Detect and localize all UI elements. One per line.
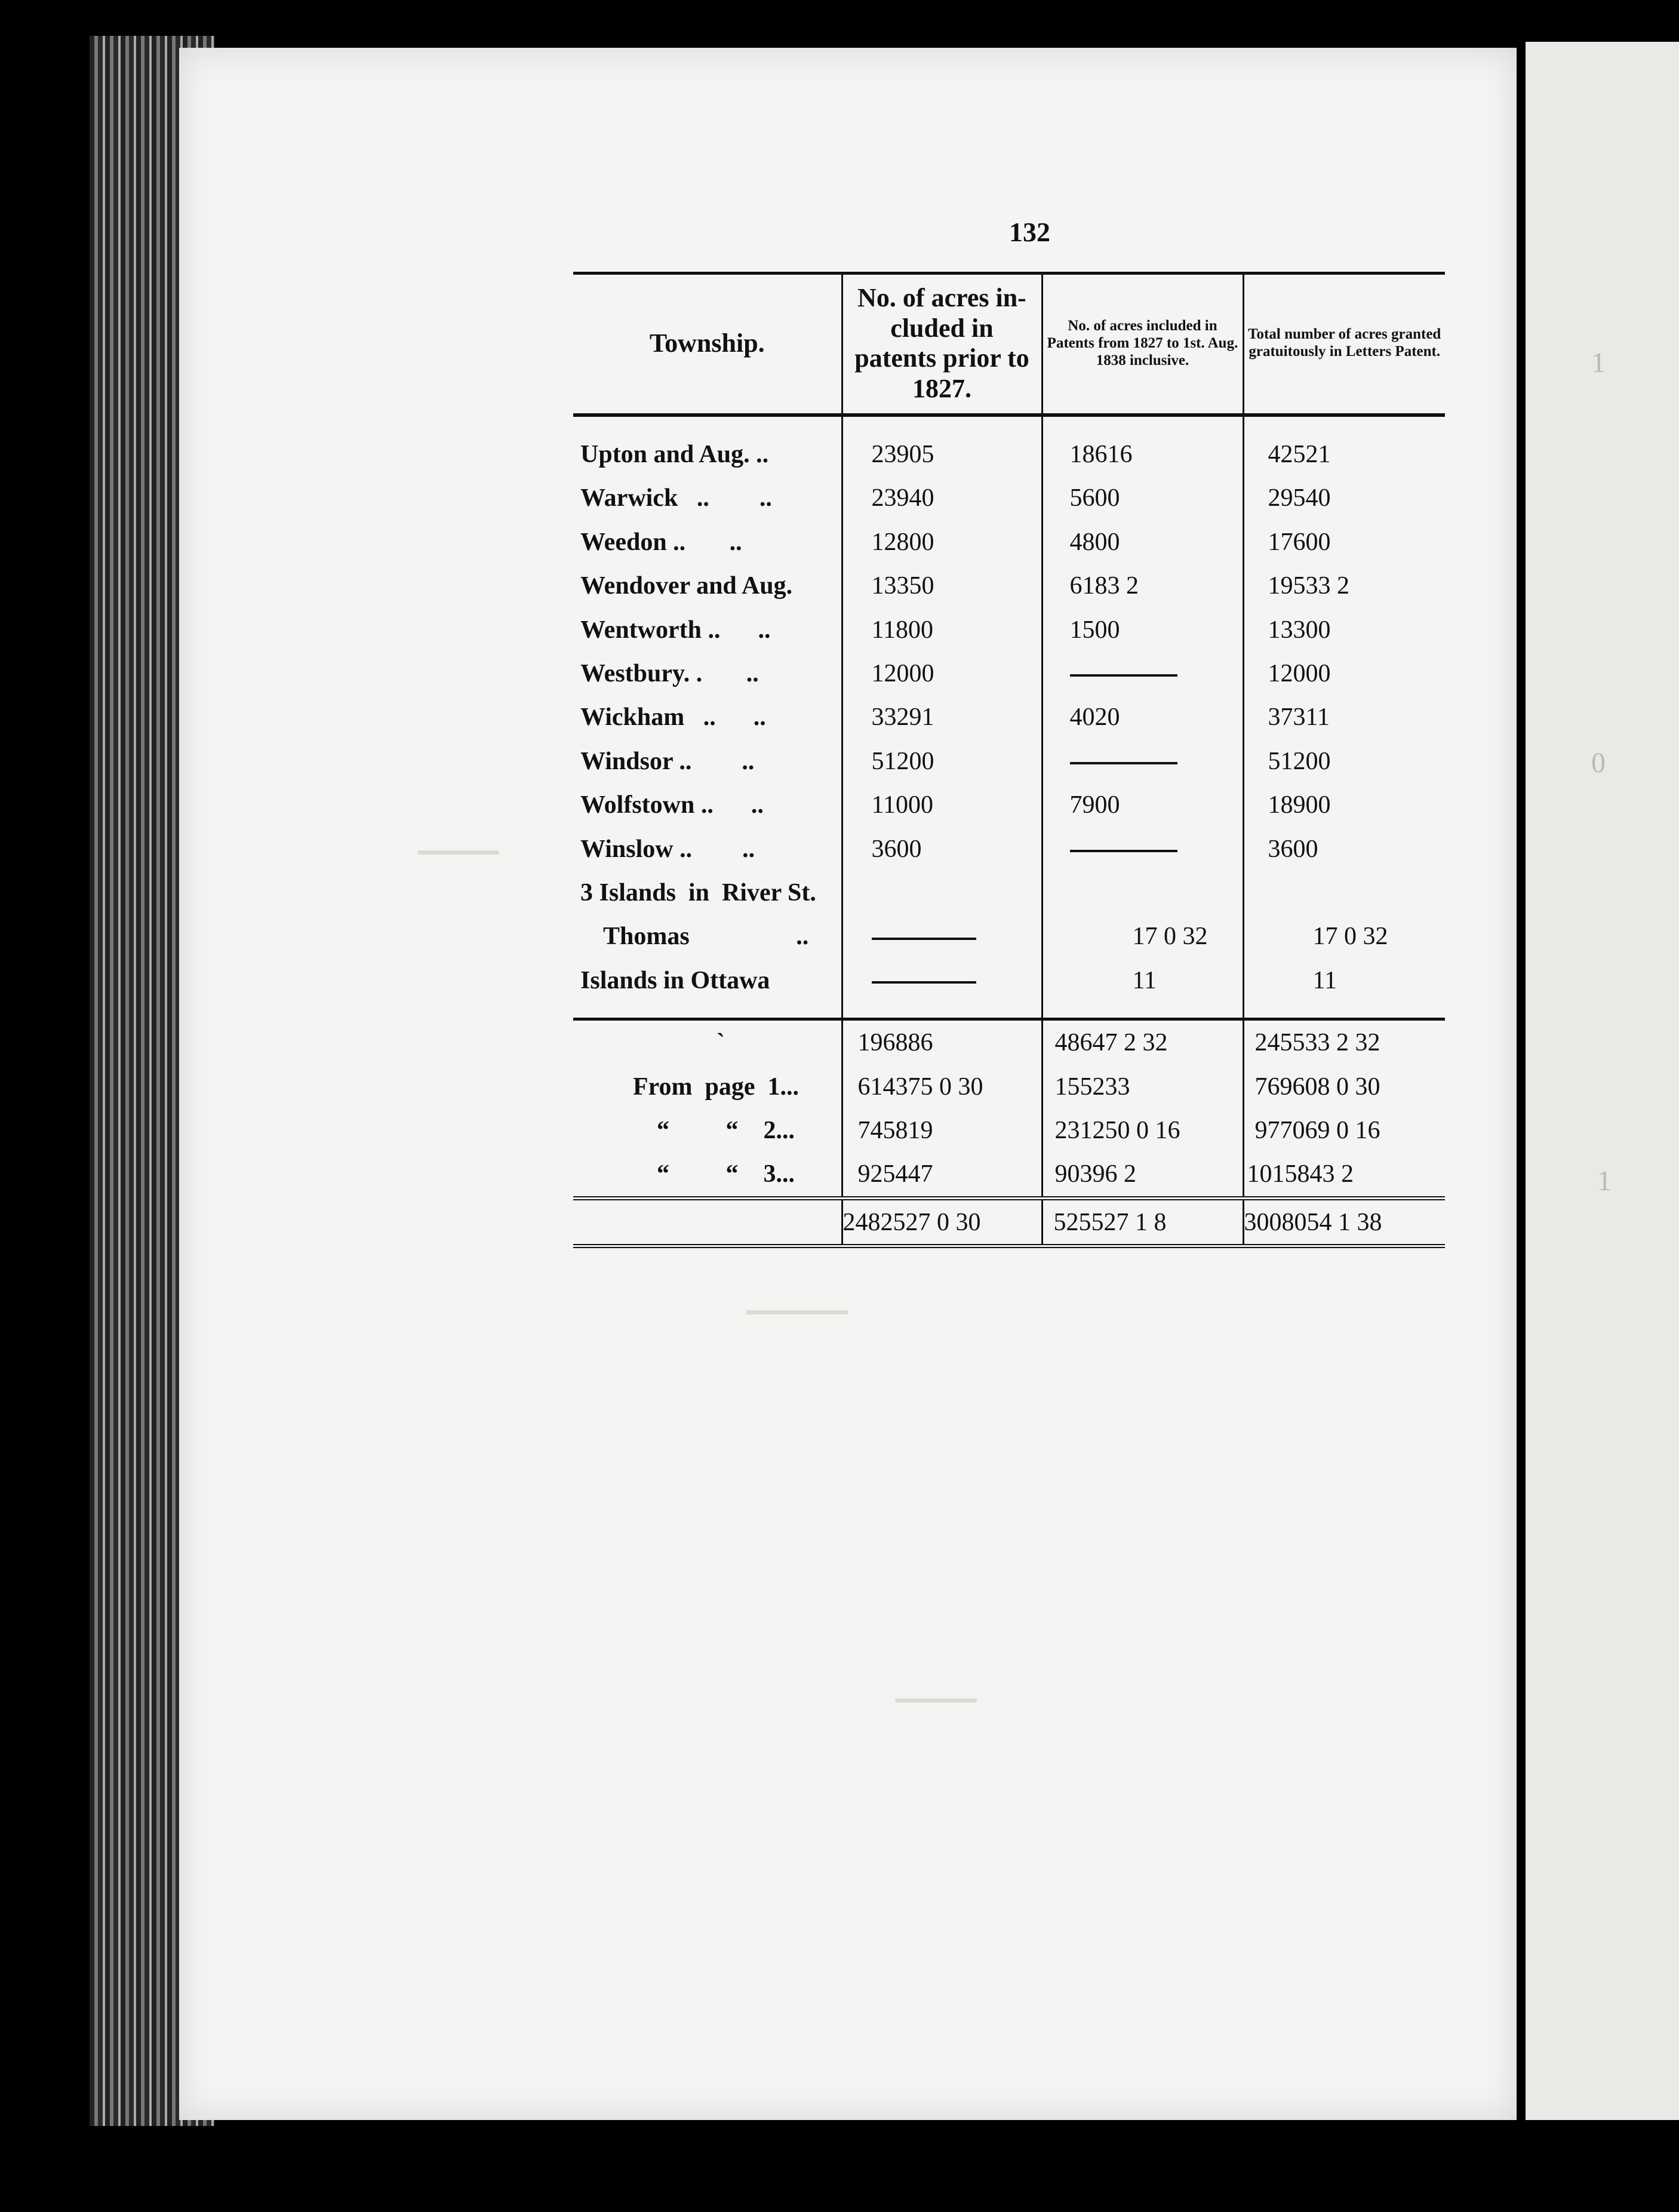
carried-label: From page 1... xyxy=(633,1073,799,1101)
acres-1827-1838 xyxy=(1042,871,1243,914)
acres-1827-1838: 7900 xyxy=(1042,784,1243,827)
subtotal-1827-1838: 48647 2 32 xyxy=(1042,1019,1243,1065)
township-name: Thomas .. xyxy=(603,923,809,951)
township-name: Warwick .. .. xyxy=(580,484,772,512)
table-row xyxy=(573,915,1445,958)
acres-total: 13300 xyxy=(1268,616,1331,644)
acres-prior-1827: 12800 xyxy=(842,520,1042,564)
subtotal-row xyxy=(573,1019,1445,1065)
acres-total: 18900 xyxy=(1268,791,1331,819)
township-name: Wendover and Aug. xyxy=(580,572,793,600)
acres-prior-1827: 23940 xyxy=(842,477,1042,520)
acres-total: 17 0 32 xyxy=(1312,923,1388,951)
acres-1827-1838: 4800 xyxy=(1042,520,1243,564)
bleed-through: ▁▁▁▁ xyxy=(896,1673,977,1702)
table-row xyxy=(573,564,1445,608)
subtotal-mark: ` xyxy=(717,1029,725,1057)
carried-row xyxy=(573,1153,1445,1199)
blank-dash xyxy=(1070,850,1177,852)
carried-total: 977069 0 16 xyxy=(1254,1116,1380,1144)
township-name: Wickham .. .. xyxy=(580,703,766,732)
table-row xyxy=(573,784,1445,827)
adjacent-page-strip: 1 0 1 xyxy=(1526,42,1679,2120)
acres-prior-1827-blank xyxy=(842,958,1042,1002)
carried-1827-1838: 90396 2 xyxy=(1042,1153,1243,1199)
column-header-prior-1827: No. of acres in-cluded in patents prior to 1827. xyxy=(842,274,1042,416)
township-name: Westbury. . .. xyxy=(580,660,759,688)
acres-1827-1838-blank xyxy=(1042,652,1243,695)
table-row xyxy=(573,739,1445,783)
acres-total: 11 xyxy=(1312,966,1337,994)
carried-label: “ “ 2... xyxy=(657,1116,795,1144)
acres-prior-1827: 51200 xyxy=(842,739,1042,783)
township-name: 3 Islands in River St. xyxy=(580,878,816,907)
carried-total: 769608 0 30 xyxy=(1254,1073,1380,1101)
acres-prior-1827: 33291 xyxy=(842,696,1042,739)
table-row xyxy=(573,827,1445,871)
grand-total-row xyxy=(573,1199,1445,1246)
acres-1827-1838: 17 0 32 xyxy=(1042,915,1243,958)
acres-total: 37311 xyxy=(1268,703,1330,732)
township-name: Islands in Ottawa xyxy=(580,966,770,994)
acres-1827-1838: 1500 xyxy=(1042,608,1243,652)
township-name: Winslow .. .. xyxy=(580,835,755,863)
acres-total: 17600 xyxy=(1268,528,1331,556)
acres-1827-1838-blank xyxy=(1042,827,1243,871)
acres-prior-1827-blank xyxy=(842,915,1042,958)
blank-dash xyxy=(872,981,976,984)
table-row xyxy=(573,520,1445,564)
acres-1827-1838: 5600 xyxy=(1042,477,1243,520)
table-row xyxy=(573,871,1445,914)
township-name: Windsor .. .. xyxy=(580,747,755,775)
acres-1827-1838: 6183 2 xyxy=(1042,564,1243,608)
table-row xyxy=(573,958,1445,1002)
township-name: Upton and Aug. .. xyxy=(580,441,769,469)
acres-1827-1838: 4020 xyxy=(1042,696,1243,739)
table-row xyxy=(573,696,1445,739)
acres-total xyxy=(1243,871,1445,914)
carried-row xyxy=(573,1108,1445,1152)
carried-prior-1827: 614375 0 30 xyxy=(842,1065,1042,1108)
acres-prior-1827: 12000 xyxy=(842,652,1042,695)
acres-total: 51200 xyxy=(1268,747,1331,775)
blank-dash xyxy=(872,938,976,940)
column-header-1827-1838: No. of acres included in Patents from 1827 to 1st. Aug. 1838 inclusive. xyxy=(1042,274,1243,416)
acres-total: 12000 xyxy=(1268,660,1331,688)
subtotal-prior-1827: 196886 xyxy=(842,1019,1042,1065)
acres-total: 3600 xyxy=(1268,835,1318,863)
bleed-through: ▁▁▁▁▁ xyxy=(746,1285,848,1314)
blank-dash xyxy=(1070,674,1177,677)
table-row xyxy=(573,432,1445,476)
carried-total: 1015843 2 xyxy=(1247,1160,1354,1188)
acres-1827-1838-blank xyxy=(1042,739,1243,783)
acres-prior-1827: 11000 xyxy=(842,784,1042,827)
table-header-row xyxy=(573,274,1445,416)
table-row xyxy=(573,608,1445,652)
acres-total: 42521 xyxy=(1268,441,1331,469)
total-total: 3008054 1 38 xyxy=(1243,1199,1445,1246)
acres-total: 19533 2 xyxy=(1268,572,1349,600)
acres-1827-1838: 11 xyxy=(1042,958,1243,1002)
carried-1827-1838: 231250 0 16 xyxy=(1042,1108,1243,1152)
blank-dash xyxy=(1070,762,1177,764)
page-number: 132 xyxy=(1009,217,1050,247)
carried-label: “ “ 3... xyxy=(657,1160,795,1188)
acres-prior-1827: 11800 xyxy=(842,608,1042,652)
subtotal-total: 245533 2 32 xyxy=(1254,1029,1380,1057)
total-1827-1838: 525527 1 8 xyxy=(1042,1199,1243,1246)
acres-1827-1838: 18616 xyxy=(1042,432,1243,476)
data-table xyxy=(573,272,1445,1248)
bleed-through: ▁▁▁▁ xyxy=(418,825,499,854)
township-acres-table xyxy=(573,272,1445,1248)
acres-prior-1827 xyxy=(842,871,1042,914)
table-row xyxy=(573,477,1445,520)
township-name: Wentworth .. .. xyxy=(580,616,771,644)
column-header-township: Township. xyxy=(573,274,842,416)
table-row xyxy=(573,652,1445,695)
carried-1827-1838: 155233 xyxy=(1042,1065,1243,1108)
acres-prior-1827: 3600 xyxy=(842,827,1042,871)
acres-prior-1827: 23905 xyxy=(842,432,1042,476)
carried-prior-1827: 925447 xyxy=(842,1153,1042,1199)
column-header-total: Total number of acres granted gratuitously in Letters Patent. xyxy=(1243,274,1445,416)
township-name: Wolfstown .. .. xyxy=(580,791,764,819)
carried-prior-1827: 745819 xyxy=(842,1108,1042,1152)
acres-total: 29540 xyxy=(1268,484,1331,512)
carried-row xyxy=(573,1065,1445,1108)
township-name: Weedon .. .. xyxy=(580,528,742,556)
acres-prior-1827: 13350 xyxy=(842,564,1042,608)
total-prior-1827: 2482527 0 30 xyxy=(842,1199,1042,1246)
